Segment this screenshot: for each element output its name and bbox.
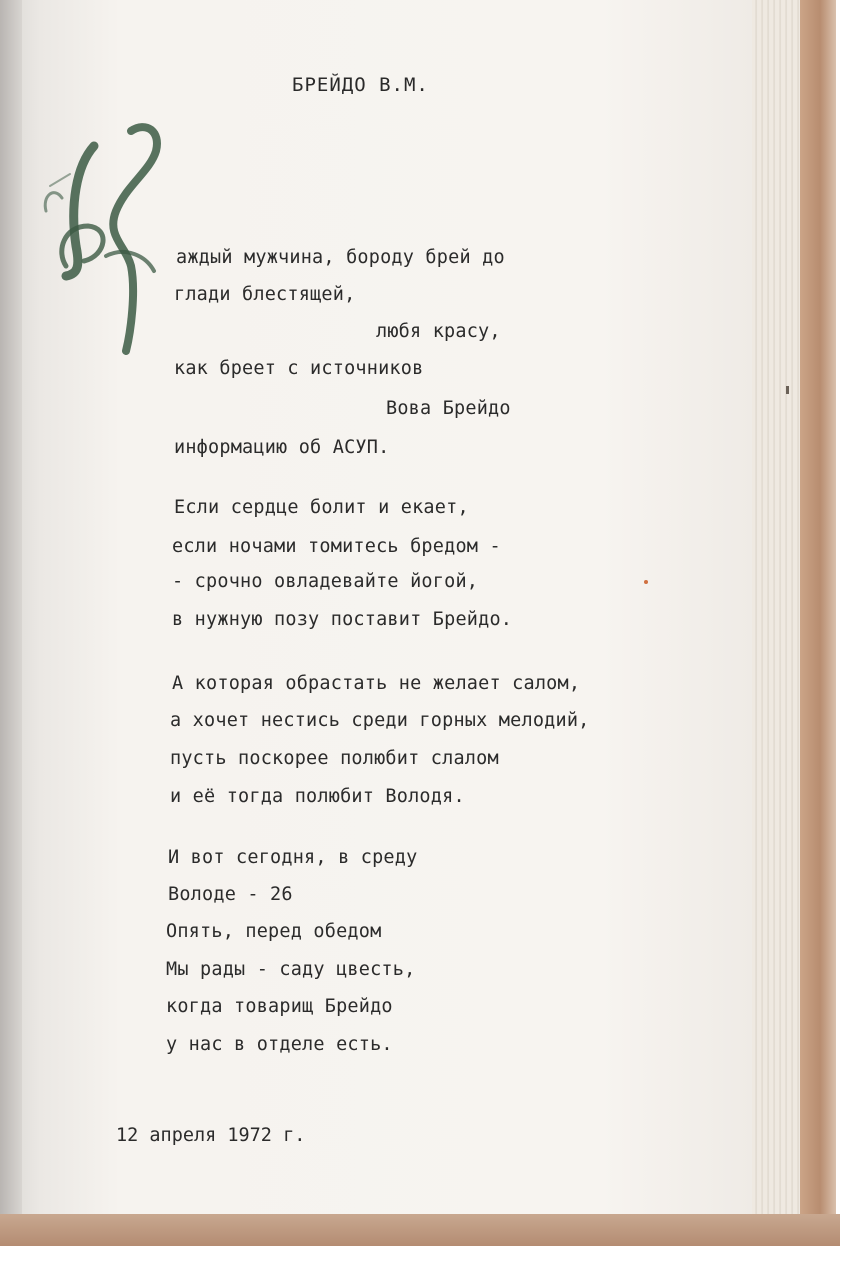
poem-line: И вот сегодня, в среду [168,847,418,868]
poem-line: если ночами томитесь бредом - [172,536,501,557]
poem-line: Володе - 26 [168,884,293,905]
date-line: 12 апреля 1972 г. [116,1125,306,1146]
book-cover-bottom [0,1214,840,1246]
poem-line: аждый мужчина, бороду брей до [176,247,505,268]
poem-line: как бреет с источников [174,358,424,379]
poem-line: информацию об АСУП. [174,437,390,458]
poem-line: Мы рады - саду цвесть, [166,959,416,980]
poem-line: а хочет нестись среди горных мелодий, [170,710,590,731]
poem-line: Опять, перед обедом [166,921,382,942]
poem-line: Вова Брейдо [386,398,511,419]
page-title: БРЕЙДО В.М. [292,74,429,96]
initial-letter-text: К [36,116,37,117]
poem-line: у нас в отделе есть. [166,1034,393,1055]
decorative-initial-letter [36,116,176,366]
book-cover-edge [796,0,836,1246]
poem-line: когда товарищ Брейдо [166,996,393,1017]
poem-line: глади блестящей, [174,284,356,305]
ink-speck [644,580,648,584]
poem-line: А которая обрастать не желает салом, [172,673,581,694]
poem-line: Если сердце болит и екает, [174,497,469,518]
poem-line: - срочно овладевайте йогой, [172,571,479,592]
poem-line: в нужную позу поставит Брейдо. [172,609,513,630]
poem-line: и её тогда полюбит Володя. [170,786,465,807]
edge-mark [786,386,789,394]
poem-line: любя красу, [376,321,501,342]
poem-line: пусть поскорее полюбит слалом [170,748,499,769]
